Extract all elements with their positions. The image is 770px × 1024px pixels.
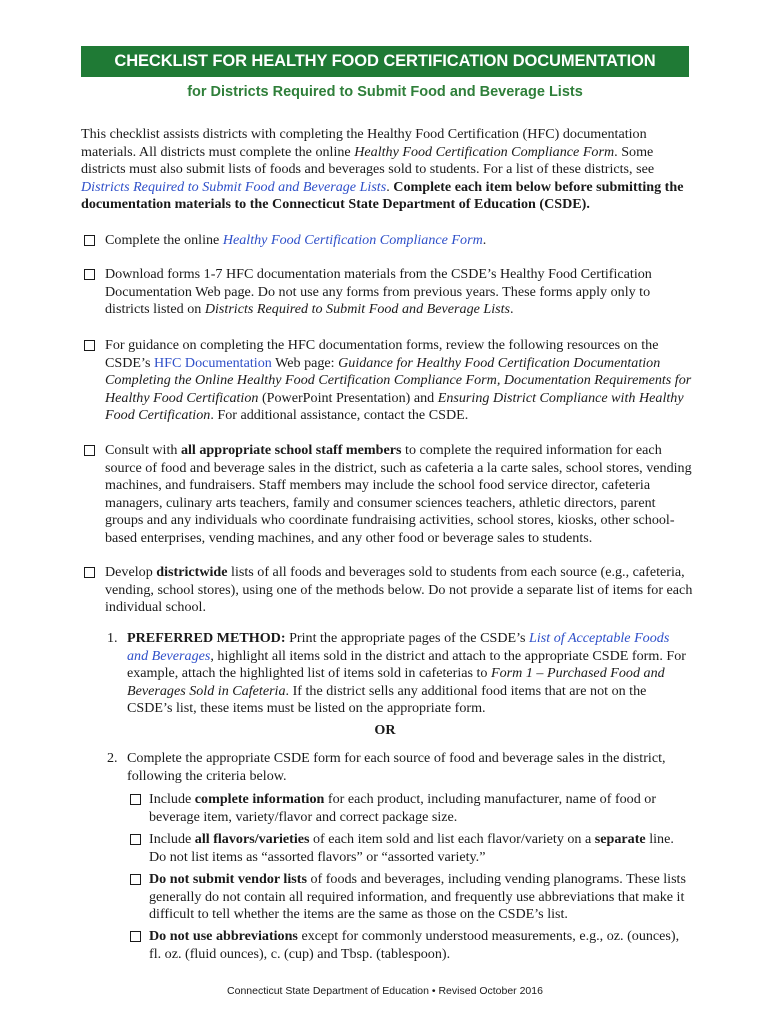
item-3-text-c: (PowerPoint Presentation) and [258, 389, 438, 406]
intro-text-1: This checklist assists districts with completing the Healthy Food Certification (HFC) documentation materials. All districts must complete the online [81, 126, 647, 160]
acceptable-foods-link[interactable]: List of Acceptable Foods and Beverages [127, 630, 670, 664]
checklist-item-2 [105, 266, 695, 319]
method-2-number: 2. [107, 750, 118, 766]
preferred-method-label: PREFERRED METHOD: [127, 630, 286, 646]
title-banner [81, 46, 689, 77]
checkbox-item-3[interactable] [84, 340, 95, 351]
intro-text-3: . [386, 178, 394, 195]
subitem-2-bold-2: separate [594, 831, 646, 847]
item-3-ensuring-title: Ensuring District Compliance with Healthy Food Certification [105, 389, 684, 424]
item-1-end: . [482, 232, 487, 248]
item-1-text: Complete the online [105, 232, 223, 248]
subitem-3-rest: of foods and beverages, including vending planograms. These lists generally do not contain all required information, and frequently use abbreviations that make it difficult to tell whether the items are the same as those on the CSDE’s list. [149, 871, 686, 923]
item-3-guidance-titles: Guidance for Healthy Food Certification Documentation Completing the Online Healthy Food Certification Compliance Form, Documentation Requirements for Healthy Food Certification [105, 354, 692, 406]
hfc-documentation-link[interactable]: HFC Documentation [153, 354, 272, 371]
checkbox-subitem-2[interactable] [130, 834, 141, 845]
method-1-text-b: , highlight all items sold in the district and attach to the appropriate CSDE form. For example, attach the highlighted list of items sold in cafeterias to [127, 647, 686, 682]
form-1-title: Form 1 – Purchased Food and Beverages Sold in Cafeteria [127, 665, 665, 699]
intro-paragraph [81, 126, 691, 214]
item-3-text: For guidance on completing the HFC documentation forms, review the following resources on the CSDE’s [105, 337, 659, 371]
compliance-form-link[interactable]: Healthy Food Certification Compliance Form [222, 232, 483, 248]
subitem-2 [149, 831, 694, 866]
checklist-item-5 [105, 564, 695, 617]
subitem-1-rest: for each product, including manufacturer, name of food or beverage item, variety/flavor and correct package size. [149, 791, 657, 825]
intro-form-name: Healthy Food Certification Compliance Form [354, 143, 615, 160]
item-4-rest: to complete the required information for each source of food and beverage sales in the district, such as cafeteria a la carte sales, school stores, vending machines, and fundraisers. Staff members may include the school food service director, cafeteria managers, culinary arts teachers, family and consumer sciences teachers, athletic directors, parent groups and any individuals who coordinate fundraising activities, school stores, kiosks, other school-based enterprises, vending machines, and any other food or beverage sales to students. [105, 442, 692, 546]
item-2-italic: Districts Required to Submit Food and Beverage Lists [204, 301, 511, 318]
page-title: CHECKLIST FOR HEALTHY FOOD CERTIFICATION DOCUMENTATION [114, 52, 656, 70]
item-2-end: . [510, 301, 514, 318]
checklist-item-4 [105, 442, 695, 548]
subitem-1 [149, 791, 694, 826]
checkbox-subitem-1[interactable] [130, 794, 141, 805]
checkbox-item-2[interactable] [84, 269, 95, 280]
subitem-3-bold: Do not submit vendor lists [149, 871, 307, 887]
districts-list-link[interactable]: Districts Required to Submit Food and Beverage Lists [81, 178, 387, 195]
subitem-3 [149, 871, 694, 924]
method-1-text-a: Print the appropriate pages of the CSDE’s [285, 630, 530, 646]
subitem-2-text: Include [149, 831, 195, 847]
checkbox-subitem-4[interactable] [130, 931, 141, 942]
subitem-4-rest: except for commonly understood measurements, e.g., oz. (ounces), fl. oz. (fluid ounces), c. (cup) and Tbsp. (tablespoon). [149, 928, 680, 962]
intro-text-2: . Some districts must also submit lists of foods and beverages sold to students. For a list of these districts, see [81, 143, 655, 178]
checklist-item-1 [105, 232, 695, 250]
item-5-bold: districtwide [156, 564, 228, 580]
item-5-rest: lists of all foods and beverages sold to students from each source (e.g., cafeteria, vending, school stores), using one of the methods below. Do not provide a separate list of items for each individual school. [105, 564, 693, 616]
subitem-1-text: Include [149, 791, 195, 807]
subitem-2-rest: line. Do not list items as “assorted flavors” or “assorted variety.” [149, 831, 674, 865]
method-1-number: 1. [107, 630, 118, 646]
item-3-end: . For additional assistance, contact the CSDE. [210, 407, 469, 424]
checkbox-item-1[interactable] [84, 235, 95, 246]
page-subtitle: for Districts Required to Submit Food and Beverage Lists [187, 84, 583, 100]
item-2-text: Download forms 1-7 HFC documentation materials from the CSDE’s Healthy Food Certification Documentation Web page. Do not use any forms from previous years. These forms apply only to districts listed on [105, 266, 652, 318]
or-separator: OR [374, 722, 396, 738]
checkbox-item-5[interactable] [84, 567, 95, 578]
checklist-item-3 [105, 337, 695, 425]
subitem-2-text-b: of each item sold and list each flavor/variety on a [309, 831, 595, 847]
subitem-1-bold: complete information [194, 791, 325, 807]
page-footer: Connecticut State Department of Education • Revised October 2016 [227, 985, 543, 997]
subitem-2-bold: all flavors/varieties [194, 831, 310, 847]
subitem-4 [149, 928, 694, 963]
method-1-text-c: . If the district sells any additional food items that are not on the CSDE’s list, these items must be listed on the appropriate form. [127, 682, 647, 717]
checkbox-item-4[interactable] [84, 445, 95, 456]
subitem-4-bold: Do not use abbreviations [149, 928, 298, 944]
checkbox-subitem-3[interactable] [130, 874, 141, 885]
item-4-text: Consult with [105, 442, 181, 458]
intro-instruction: Complete each item below before submitting the documentation materials to the Connecticut State Department of Education (CSDE). [81, 178, 684, 213]
method-2: Complete the appropriate CSDE form for each source of food and beverage sales in the district, following the criteria below. [127, 750, 666, 784]
item-3-text-b: Web page: [271, 354, 339, 371]
item-5-text: Develop [105, 564, 157, 580]
method-1 [127, 630, 692, 718]
item-4-bold: all appropriate school staff members [180, 442, 402, 458]
